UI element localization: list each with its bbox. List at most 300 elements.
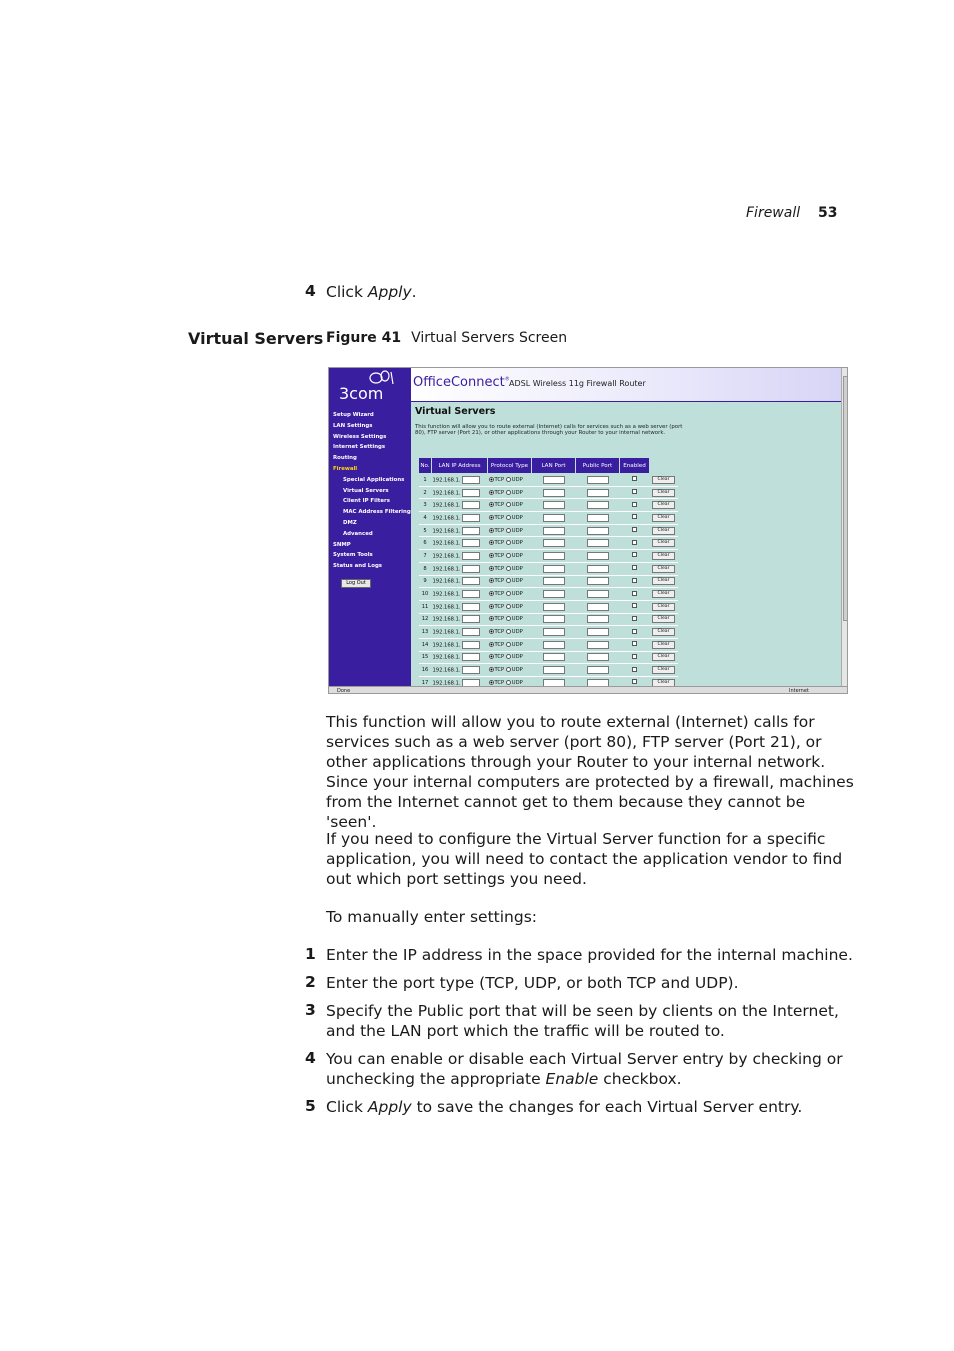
public-port-cell	[576, 613, 620, 626]
public-port-input[interactable]	[587, 590, 609, 598]
enabled-checkbox[interactable]	[632, 578, 637, 583]
tcp-label: TCP	[494, 552, 505, 559]
public-port-cell	[576, 575, 620, 588]
public-port-input[interactable]	[587, 514, 609, 522]
logout-button[interactable]: Log Out	[341, 579, 371, 588]
nav-item[interactable]: Routing	[333, 455, 357, 462]
nav-item[interactable]: Status and Logs	[333, 563, 383, 570]
ip-last-octet-input[interactable]	[462, 603, 480, 611]
ip-prefix: 192.168.1.	[432, 477, 461, 484]
udp-radio[interactable]	[506, 616, 511, 621]
protocol-cell	[488, 486, 532, 499]
clear-button[interactable]: Clear	[652, 501, 675, 509]
clear-button[interactable]: Clear	[652, 577, 675, 585]
protocol-cell	[488, 575, 532, 588]
row-number: 9	[419, 575, 432, 588]
ip-last-octet-input[interactable]	[462, 565, 480, 573]
ip-last-octet-input[interactable]	[462, 641, 480, 649]
enabled-cell	[620, 588, 650, 601]
udp-label: UDP	[511, 565, 523, 572]
lan-ip-cell	[432, 626, 488, 639]
clear-cell	[650, 588, 678, 601]
nav-item[interactable]: Advanced	[343, 530, 373, 537]
udp-label: UDP	[511, 603, 523, 610]
lan-ip-cell	[432, 474, 488, 487]
lan-port-input[interactable]	[543, 615, 565, 623]
clear-button[interactable]: Clear	[652, 489, 675, 497]
ip-last-octet-input[interactable]	[462, 590, 480, 598]
enabled-checkbox[interactable]	[632, 654, 637, 659]
udp-label: UDP	[511, 502, 523, 509]
enabled-checkbox[interactable]	[632, 641, 637, 646]
ip-prefix: 192.168.1.	[432, 680, 461, 687]
nav-item[interactable]: Client IP Filters	[343, 498, 390, 505]
public-port-input[interactable]	[587, 603, 609, 611]
udp-radio[interactable]	[506, 540, 511, 545]
public-port-input[interactable]	[587, 527, 609, 535]
tcp-radio[interactable]	[489, 654, 494, 659]
tcp-label: TCP	[494, 514, 505, 521]
clear-cell	[650, 626, 678, 639]
ip-last-octet-input[interactable]	[462, 628, 480, 636]
table-row	[419, 474, 678, 487]
protocol-cell	[488, 474, 532, 487]
enabled-cell	[620, 474, 650, 487]
tcp-radio[interactable]	[489, 616, 494, 621]
ip-prefix: 192.168.1.	[432, 528, 461, 535]
tcp-label: TCP	[494, 489, 505, 496]
tcp-radio[interactable]	[489, 578, 494, 583]
tcp-label: TCP	[494, 578, 505, 585]
lan-port-cell	[532, 664, 576, 677]
udp-label: UDP	[511, 667, 523, 674]
ip-prefix: 192.168.1.	[432, 515, 461, 522]
tcp-radio[interactable]	[489, 667, 494, 672]
enabled-checkbox[interactable]	[632, 476, 637, 481]
lan-port-cell	[532, 486, 576, 499]
lan-ip-cell	[432, 600, 488, 613]
lan-ip-cell	[432, 575, 488, 588]
udp-label: UDP	[511, 578, 523, 585]
enabled-checkbox[interactable]	[632, 679, 637, 684]
protocol-cell	[488, 638, 532, 651]
udp-label: UDP	[511, 527, 523, 534]
clear-button[interactable]: Clear	[652, 679, 675, 687]
public-port-cell	[576, 664, 620, 677]
ip-prefix: 192.168.1.	[432, 566, 461, 573]
table-row	[419, 638, 678, 651]
lan-port-cell	[532, 600, 576, 613]
tcp-radio[interactable]	[489, 591, 494, 596]
public-port-input[interactable]	[587, 577, 609, 585]
row-number: 1	[419, 474, 432, 487]
clear-cell	[650, 524, 678, 537]
ip-last-octet-input[interactable]	[462, 577, 480, 585]
public-port-input[interactable]	[587, 539, 609, 547]
udp-label: UDP	[511, 616, 523, 623]
router-banner	[411, 368, 841, 402]
step-number: 4	[305, 1049, 316, 1067]
tcp-radio[interactable]	[489, 515, 494, 520]
udp-label: UDP	[511, 679, 523, 686]
lan-port-input[interactable]	[543, 577, 565, 585]
tcp-radio[interactable]	[489, 566, 494, 571]
udp-radio[interactable]	[506, 654, 511, 659]
nav-item[interactable]: DMZ	[343, 519, 357, 526]
udp-radio[interactable]	[506, 477, 511, 482]
enabled-checkbox[interactable]	[632, 540, 637, 545]
public-port-cell	[576, 562, 620, 575]
column-header: Public Port	[576, 458, 620, 474]
public-port-cell	[576, 537, 620, 550]
enabled-cell	[620, 486, 650, 499]
public-port-cell	[576, 550, 620, 563]
public-port-cell	[576, 499, 620, 512]
tcp-radio[interactable]	[489, 629, 494, 634]
public-port-input[interactable]	[587, 476, 609, 484]
table-row	[419, 486, 678, 499]
clear-button[interactable]: Clear	[652, 641, 675, 649]
row-number: 8	[419, 562, 432, 575]
udp-radio[interactable]	[506, 642, 511, 647]
clear-button[interactable]: Clear	[652, 628, 675, 636]
column-header-spacer	[650, 458, 678, 474]
udp-radio[interactable]	[506, 604, 511, 609]
3com-logo: 3com	[337, 370, 405, 406]
udp-radio[interactable]	[506, 591, 511, 596]
clear-button[interactable]: Clear	[652, 565, 675, 573]
ip-last-octet-input[interactable]	[462, 552, 480, 560]
tcp-label: TCP	[494, 654, 505, 661]
clear-cell	[650, 613, 678, 626]
public-port-cell	[576, 651, 620, 664]
tcp-label: TCP	[494, 502, 505, 509]
clear-button[interactable]: Clear	[652, 527, 675, 535]
public-port-cell	[576, 524, 620, 537]
nav-item[interactable]: Wireless Settings	[333, 433, 387, 440]
section-heading: Virtual Servers	[188, 329, 324, 348]
enabled-cell	[620, 600, 650, 613]
protocol-cell	[488, 562, 532, 575]
enabled-cell	[620, 537, 650, 550]
lan-port-cell	[532, 626, 576, 639]
enabled-checkbox[interactable]	[632, 603, 637, 608]
ip-last-octet-input[interactable]	[462, 501, 480, 509]
enabled-cell	[620, 512, 650, 525]
browser-statusbar	[329, 686, 848, 694]
nav-item[interactable]: System Tools	[333, 552, 373, 559]
tcp-radio[interactable]	[489, 540, 494, 545]
content-title: Virtual Servers	[415, 406, 496, 417]
protocol-cell	[488, 626, 532, 639]
paragraph-3: To manually enter settings:	[326, 908, 538, 926]
protocol-cell	[488, 550, 532, 563]
router-sidebar	[329, 368, 411, 686]
ip-last-octet-input[interactable]	[462, 527, 480, 535]
udp-label: UDP	[511, 514, 523, 521]
row-number: 6	[419, 537, 432, 550]
lan-port-input[interactable]	[543, 628, 565, 636]
lan-ip-cell	[432, 486, 488, 499]
scroll-thumb[interactable]	[843, 376, 848, 621]
enabled-checkbox[interactable]	[632, 565, 637, 570]
lan-port-cell	[532, 588, 576, 601]
clear-cell	[650, 486, 678, 499]
ip-prefix: 192.168.1.	[432, 654, 461, 661]
clear-cell	[650, 474, 678, 487]
udp-radio[interactable]	[506, 629, 511, 634]
enabled-checkbox[interactable]	[632, 527, 637, 532]
step-number: 1	[305, 945, 316, 963]
lan-port-input[interactable]	[543, 653, 565, 661]
nav-item[interactable]: Special Applications	[343, 476, 405, 483]
enabled-cell	[620, 613, 650, 626]
tcp-label: TCP	[494, 476, 505, 483]
row-number: 3	[419, 499, 432, 512]
table-row	[419, 600, 678, 613]
lan-port-input[interactable]	[543, 666, 565, 674]
lan-port-input[interactable]	[543, 527, 565, 535]
udp-radio[interactable]	[506, 680, 511, 685]
column-header: No.	[419, 458, 432, 474]
clear-cell	[650, 512, 678, 525]
ip-last-octet-input[interactable]	[462, 489, 480, 497]
lan-ip-cell	[432, 588, 488, 601]
enabled-checkbox[interactable]	[632, 629, 637, 634]
ip-last-octet-input[interactable]	[462, 514, 480, 522]
protocol-cell	[488, 499, 532, 512]
lan-ip-cell	[432, 499, 488, 512]
nav-item[interactable]: Virtual Servers	[343, 487, 389, 494]
tcp-radio[interactable]	[489, 642, 494, 647]
tcp-radio[interactable]	[489, 502, 494, 507]
enabled-cell	[620, 524, 650, 537]
enabled-cell	[620, 651, 650, 664]
ip-prefix: 192.168.1.	[432, 642, 461, 649]
clear-button[interactable]: Clear	[652, 590, 675, 598]
lan-port-cell	[532, 550, 576, 563]
lan-port-input[interactable]	[543, 603, 565, 611]
protocol-cell	[488, 664, 532, 677]
tcp-label: TCP	[494, 540, 505, 547]
protocol-cell	[488, 613, 532, 626]
clear-cell	[650, 562, 678, 575]
lan-port-cell	[532, 474, 576, 487]
protocol-cell	[488, 600, 532, 613]
table-row	[419, 499, 678, 512]
ip-prefix: 192.168.1.	[432, 604, 461, 611]
lan-port-input[interactable]	[543, 489, 565, 497]
row-number: 2	[419, 486, 432, 499]
row-number: 5	[419, 524, 432, 537]
row-number: 17	[419, 677, 432, 690]
table-row	[419, 512, 678, 525]
clear-button[interactable]: Clear	[652, 539, 675, 547]
row-number: 10	[419, 588, 432, 601]
tcp-label: TCP	[494, 616, 505, 623]
row-number: 13	[419, 626, 432, 639]
step-text: Click Apply to save the changes for each Virtual Server entry.	[326, 1098, 803, 1116]
lan-port-input[interactable]	[543, 590, 565, 598]
step-text: Enter the port type (TCP, UDP, or both TCP and UDP).	[326, 974, 739, 992]
enabled-checkbox[interactable]	[632, 552, 637, 557]
lan-port-cell	[532, 651, 576, 664]
step-text: Enter the IP address in the space provided for the internal machine.	[326, 946, 853, 964]
ip-last-octet-input[interactable]	[462, 476, 480, 484]
enabled-checkbox[interactable]	[632, 502, 637, 507]
public-port-input[interactable]	[587, 615, 609, 623]
lan-port-cell	[532, 613, 576, 626]
clear-button[interactable]: Clear	[652, 603, 675, 611]
ip-last-octet-input[interactable]	[462, 666, 480, 674]
enabled-checkbox[interactable]	[632, 591, 637, 596]
tcp-radio[interactable]	[489, 528, 494, 533]
row-number: 7	[419, 550, 432, 563]
ip-last-octet-input[interactable]	[462, 539, 480, 547]
udp-radio[interactable]	[506, 566, 511, 571]
lan-ip-cell	[432, 651, 488, 664]
ip-prefix: 192.168.1.	[432, 667, 461, 674]
lan-port-input[interactable]	[543, 539, 565, 547]
public-port-input[interactable]	[587, 565, 609, 573]
ip-prefix: 192.168.1.	[432, 591, 461, 598]
nav-item[interactable]: Internet Settings	[333, 444, 386, 451]
lan-port-input[interactable]	[543, 641, 565, 649]
row-number: 14	[419, 638, 432, 651]
tcp-label: TCP	[494, 527, 505, 534]
protocol-cell	[488, 537, 532, 550]
enabled-cell	[620, 562, 650, 575]
brand-subtitle: ADSL Wireless 11g Firewall Router	[509, 379, 646, 388]
udp-label: UDP	[511, 591, 523, 598]
ip-prefix: 192.168.1.	[432, 629, 461, 636]
figure-caption: Figure 41 Virtual Servers Screen	[326, 330, 568, 346]
lan-port-input[interactable]	[543, 565, 565, 573]
protocol-cell	[488, 512, 532, 525]
lan-ip-cell	[432, 613, 488, 626]
lan-ip-cell	[432, 537, 488, 550]
clear-button[interactable]: Clear	[652, 653, 675, 661]
lan-ip-cell	[432, 524, 488, 537]
nav-item[interactable]: SNMP	[333, 541, 351, 548]
clear-cell	[650, 550, 678, 563]
udp-label: UDP	[511, 629, 523, 636]
clear-button[interactable]: Clear	[652, 666, 675, 674]
udp-radio[interactable]	[506, 490, 511, 495]
tcp-label: TCP	[494, 679, 505, 686]
udp-radio[interactable]	[506, 578, 511, 583]
page-number: 53	[818, 205, 838, 221]
ip-last-octet-input[interactable]	[462, 653, 480, 661]
content-description: This function will allow you to route external (Internet) calls for services such as a web server (port 80), FTP server (Port 21), or other applications through your Router to your internal network.	[415, 424, 683, 436]
enabled-checkbox[interactable]	[632, 514, 637, 519]
enabled-checkbox[interactable]	[632, 616, 637, 621]
lan-port-input[interactable]	[543, 476, 565, 484]
router-nav	[333, 410, 411, 572]
table-row	[419, 588, 678, 601]
tcp-label: TCP	[494, 641, 505, 648]
step-number: 3	[305, 1001, 316, 1019]
udp-radio[interactable]	[506, 528, 511, 533]
clear-button[interactable]: Clear	[652, 615, 675, 623]
udp-radio[interactable]	[506, 502, 511, 507]
public-port-cell	[576, 486, 620, 499]
tcp-radio[interactable]	[489, 553, 494, 558]
column-header: LAN IP Address	[432, 458, 488, 474]
lan-port-cell	[532, 537, 576, 550]
enabled-cell	[620, 550, 650, 563]
tcp-radio[interactable]	[489, 680, 494, 685]
public-port-input[interactable]	[587, 653, 609, 661]
public-port-input[interactable]	[587, 552, 609, 560]
vertical-scrollbar[interactable]	[841, 368, 848, 686]
table-row	[419, 613, 678, 626]
lan-ip-cell	[432, 550, 488, 563]
enabled-cell	[620, 638, 650, 651]
enabled-checkbox[interactable]	[632, 489, 637, 494]
ip-prefix: 192.168.1.	[432, 502, 461, 509]
clear-cell	[650, 600, 678, 613]
tcp-label: TCP	[494, 591, 505, 598]
virtual-servers-table	[418, 457, 678, 690]
table-row	[419, 664, 678, 677]
tcp-radio[interactable]	[489, 604, 494, 609]
intro-step-number: 4	[305, 282, 316, 300]
udp-label: UDP	[511, 552, 523, 559]
clear-button[interactable]: Clear	[652, 476, 675, 484]
lan-port-input[interactable]	[543, 501, 565, 509]
udp-radio[interactable]	[506, 553, 511, 558]
public-port-input[interactable]	[587, 489, 609, 497]
clear-button[interactable]: Clear	[652, 552, 675, 560]
nav-item[interactable]: MAC Address Filtering	[343, 509, 411, 516]
tcp-radio[interactable]	[489, 477, 494, 482]
table-row	[419, 562, 678, 575]
lan-port-input[interactable]	[543, 552, 565, 560]
ip-last-octet-input[interactable]	[462, 615, 480, 623]
enabled-checkbox[interactable]	[632, 667, 637, 672]
lan-ip-cell	[432, 638, 488, 651]
paragraph-2: If you need to configure the Virtual Server function for a specific application, you will need to contact the application vendor to find out which port settings you need.	[326, 830, 843, 888]
public-port-input[interactable]	[587, 628, 609, 636]
clear-cell	[650, 537, 678, 550]
lan-port-input[interactable]	[543, 514, 565, 522]
public-port-cell	[576, 626, 620, 639]
clear-cell	[650, 499, 678, 512]
public-port-input[interactable]	[587, 501, 609, 509]
public-port-cell	[576, 588, 620, 601]
clear-button[interactable]: Clear	[652, 514, 675, 522]
nav-item[interactable]: Setup Wizard	[333, 412, 374, 418]
protocol-cell	[488, 524, 532, 537]
column-header: Enabled	[620, 458, 650, 474]
row-number: 16	[419, 664, 432, 677]
enabled-cell	[620, 626, 650, 639]
nav-item[interactable]: LAN Settings	[333, 422, 373, 429]
enabled-cell	[620, 499, 650, 512]
protocol-cell	[488, 651, 532, 664]
udp-radio[interactable]	[506, 515, 511, 520]
public-port-input[interactable]	[587, 666, 609, 674]
udp-radio[interactable]	[506, 667, 511, 672]
udp-label: UDP	[511, 654, 523, 661]
tcp-radio[interactable]	[489, 490, 494, 495]
public-port-input[interactable]	[587, 641, 609, 649]
tcp-label: TCP	[494, 629, 505, 636]
row-number: 11	[419, 600, 432, 613]
table-row	[419, 575, 678, 588]
nav-item[interactable]: Firewall	[333, 465, 358, 472]
